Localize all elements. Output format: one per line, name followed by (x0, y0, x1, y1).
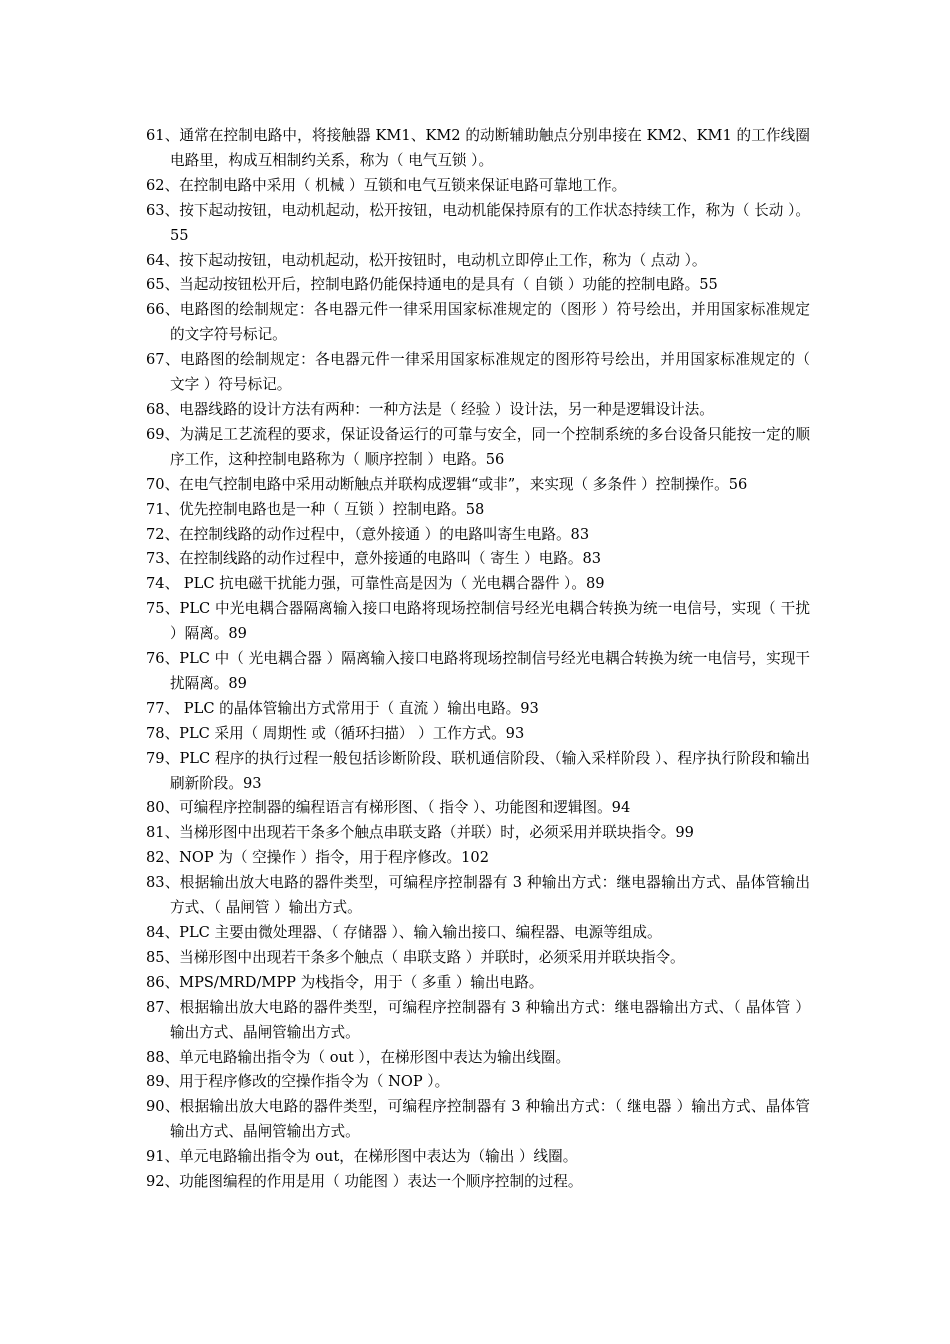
question-61: 61、通常在控制电路中，将接触器 KM1、KM2 的动断辅助触点分别串接在 KM2、KM1 的工作线圈电路里，构成互相制约关系，称为（ 电气互锁 ）。 (146, 127, 810, 169)
question-72: 72、在控制线路的动作过程中，（意外接通 ）的电路叫寄生电路。83 (146, 525, 590, 543)
question-71: 71、优先控制电路也是一种（ 互锁 ）控制电路。58 (146, 500, 485, 518)
question-91: 91、单元电路输出指令为 out，在梯形图中表达为（输出 ）线圈。 (146, 1148, 578, 1166)
question-69: 69、为满足工艺流程的要求，保证设备运行的可靠与安全，同一个控制系统的多台设备只能按一定的顺序工作，这种控制电路称为（ 顺序控制 ）电路。56 (146, 425, 810, 468)
question-62: 62、在控制电路中采用（ 机械 ）互锁和电气互锁来保证电路可靠地工作。 (146, 176, 627, 194)
question-75: 75、PLC 中光电耦合器隔离输入接口电路将现场控制信号经光电耦合转换为统一电信号，实现（ 干扰 ）隔离。89 (146, 600, 810, 643)
question-64: 64、按下起动按钮，电动机起动，松开按钮时，电动机立即停止工作，称为（ 点动 ）。 (146, 251, 707, 269)
question-67: 67、电路图的绘制规定：各电器元件一律采用国家标准规定的图形符号绘出，并用国家标准规定的（ 文字 ）符号标记。 (146, 351, 810, 394)
question-63: 63、按下起动按钮，电动机起动，松开按钮，电动机能保持原有的工作状态持续工作，称为（ 长动 ）。55 (146, 201, 810, 244)
question-81: 81、当梯形图中出现若干条多个触点串联支路（并联）时，必须采用并联块指令。99 (146, 824, 694, 842)
question-83: 83、根据输出放大电路的器件类型，可编程序控制器有 3 种输出方式：继电器输出方式、晶体管输出方式、（ 晶闸管 ）输出方式。 (146, 874, 810, 917)
question-65: 65、当起动按钮松开后，控制电路仍能保持通电的是具有（ 自锁 ）功能的控制电路。55 (146, 276, 718, 294)
question-74: 74、 PLC 抗电磁干扰能力强，可靠性高是因为（ 光电耦合器件 ）。89 (146, 575, 605, 593)
question-66: 66、电路图的绘制规定：各电器元件一律采用国家标准规定的（图形 ）符号绘出，并用国家标准规定的文字符号标记。 (146, 301, 810, 344)
document-page (146, 124, 810, 1195)
question-88: 88、单元电路输出指令为（ out ），在梯形图中表达为输出线圈。 (146, 1048, 571, 1066)
question-77: 77、 PLC 的晶体管输出方式常用于（ 直流 ）输出电路。93 (146, 699, 539, 717)
question-89: 89、用于程序修改的空操作指令为（ NOP ）。 (146, 1073, 450, 1091)
question-70: 70、在电气控制电路中采用动断触点并联构成逻辑“或非”，来实现（ 多条件 ）控制操作。56 (146, 475, 748, 493)
question-82: 82、NOP 为（ 空操作 ）指令，用于程序修改。102 (146, 849, 489, 867)
question-76: 76、PLC 中（ 光电耦合器 ）隔离输入接口电路将现场控制信号经光电耦合转换为统一电信号，实现干扰隔离。89 (146, 650, 810, 692)
question-87: 87、根据输出放大电路的器件类型，可编程序控制器有 3 种输出方式：继电器输出方式、（ 晶体管 ）输出方式、晶闸管输出方式。 (146, 998, 810, 1041)
question-92: 92、功能图编程的作用是用（ 功能图 ）表达一个顺序控制的过程。 (146, 1173, 583, 1191)
question-80: 80、可编程序控制器的编程语言有梯形图、（ 指令 ）、功能图和逻辑图。94 (146, 799, 631, 817)
question-90: 90、根据输出放大电路的器件类型，可编程序控制器有 3 种输出方式：（ 继电器 ）输出方式、晶体管输出方式、晶闸管输出方式。 (146, 1098, 810, 1141)
question-68: 68、电器线路的设计方法有两种：一种方法是（ 经验 ）设计法，另一种是逻辑设计法。 (146, 400, 714, 418)
question-78: 78、PLC 采用（ 周期性 或（循环扫描） ）工作方式。93 (146, 724, 525, 742)
question-85: 85、当梯形图中出现若干条多个触点（ 串联支路 ）并联时，必须采用并联块指令。 (146, 948, 685, 966)
question-84: 84、PLC 主要由微处理器、（ 存储器 ）、输入输出接口、编程器、电源等组成。 (146, 924, 662, 941)
question-86: 86、MPS/MRD/MPP 为栈指令，用于（ 多重 ）输出电路。 (146, 973, 544, 991)
question-79: 79、PLC 程序的执行过程一般包括诊断阶段、联机通信阶段、（输入采样阶段 ）、程序执行阶段和输出刷新阶段。93 (146, 749, 810, 792)
question-73: 73、在控制线路的动作过程中，意外接通的电路叫（ 寄生 ）电路。83 (146, 550, 602, 568)
